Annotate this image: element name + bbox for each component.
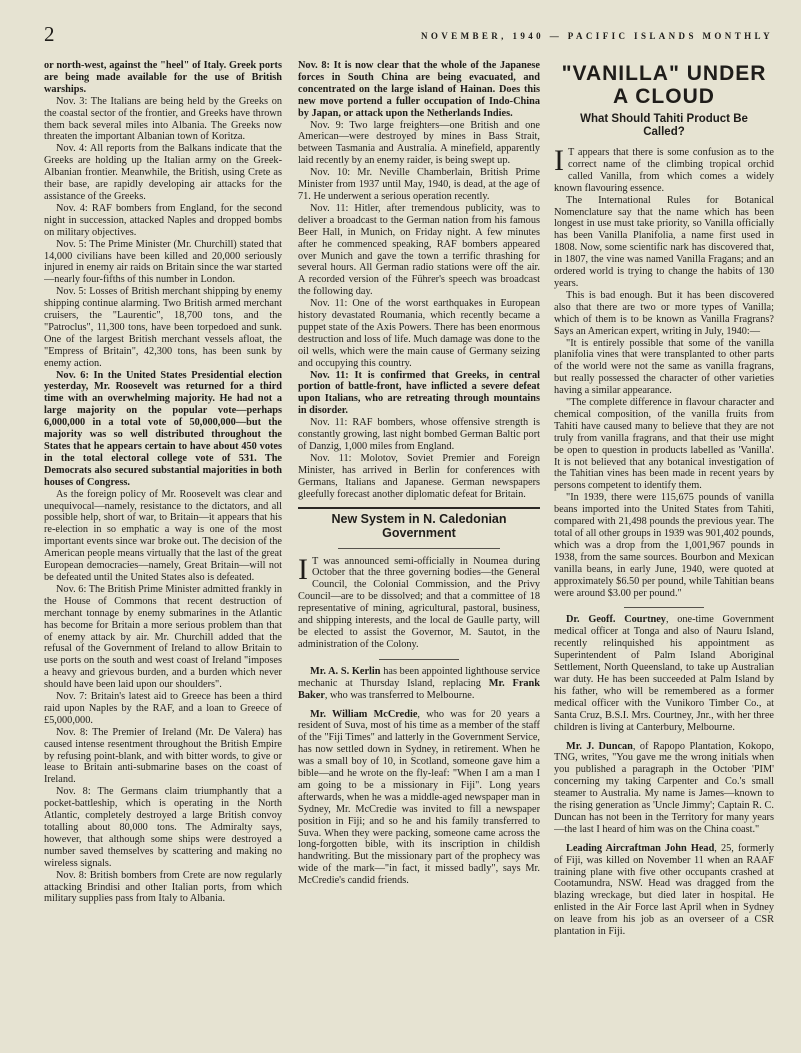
page-header [0,0,801,52]
paragraph: The International Rules for Botanical Nomenclature say that the name which has been longest in use must take priority, so Vanilla officially has been Vanilla Planifolia, a name first used in 1808. Now, some scientific nark has discovered that, in 1807, the vine was named Vanilla Fragans; and an ordered world is trying to change the habits of 130 years. [554,194,774,289]
page-number: 2 [44,22,55,46]
text: , who was transferred to Melbourne. [324,689,475,701]
drop-cap: I [554,144,564,177]
paragraph: Nov. 5: The Prime Minister (Mr. Churchill) stated that 14,000 civilians have been killed and 20,000 seriously injured in enemy air raids on Britain since the war started—nearly four-fifths of this number in London. [44,238,282,286]
paragraph [298,60,540,120]
bold-text: Nov. 8: It is now clear that the whole of the Japanese forces in South China are being evacuated, and concentrated on the large island of Hainan. Does this new move portend a fuller occupation of Indo-China by Japan, or attack upon the Netherlands Indies. [298,60,540,119]
paragraph: Nov. 11: One of the worst earthquakes in European history devastated Roumania, which recently became a puppet state of the Axis Powers. There has been enormous destruction and loss of life. Much damage was done to the oil wells, which were the main cause of Germany seizing and occupying this country. [298,298,540,369]
bold-text: Nov. 6: In the United States Presidential election yesterday, Mr. Roosevelt was returned for a third time with an overwhelming majority. He had not a large majority on the popular vote—perhaps 6,000,000 in a total vote of 50,000,000—but the majority was so well distributed throughout the States that he appears certain to have about 450 votes in the total electoral college vote of 531. The Democrats also secured substantial majorities in both houses of Congress. [44,369,282,488]
paragraph [298,709,540,888]
paragraph: Nov. 5: Losses of British merchant shipping by enemy shipping continue alarming. Two British armed merchant cruisers, the "Laurentic", 18,700 tons, and the "Patroclus", 11,300 tons, have been torpedoed and sunk. One of the largest British merchant vessels afloat, the "Empress of Britain", 42,300 tons, has been sunk by enemy action. [44,286,282,369]
divider [379,659,459,660]
paragraph [298,666,540,702]
running-head: NOVEMBER, 1940 — PACIFIC ISLANDS MONTHLY [420,31,773,41]
column-2 [298,60,540,1047]
article-subtitle: What Should Tahiti Product Be Called? [580,113,748,138]
paragraph [44,370,282,489]
paragraph: "In 1939, there were 115,675 pounds of vanilla beans imported into the United States from Tahiti, compared with 21,498 pounds the previous year. The total of all other groups in 1939 was 901,402 pounds, which was a drop from the 1,001,967 pounds in 1938, from the same sources. Bourbon and Mexican vanilla beans, in early June, 1940, were quoted at approximately $6.50 per pound, while Tahitian beans were around $3.00 per pound." [554,492,774,599]
divider [624,607,704,608]
paragraph: Nov. 4: All reports from the Balkans indicate that the Greeks are holding up the Italian army on the Greek-Albanian frontier. Meanwhile, the British, using Crete as their base, are rapidly developing air attacks for the assistance of the Greeks. [44,143,282,202]
person-name: Mr. J. Duncan [566,740,633,752]
bold-text: Nov. 11: It is confirmed that Greeks, in central portion of battle-front, have inflicted a severe defeat upon Italians, who are retreating through mountains in disorder. [298,369,540,417]
paragraph [554,843,774,938]
paragraph: This is bad enough. But it has been discovered also that there are two or more types of Vanilla; which of them is to be known as Vanilla Fragrans? Says an American expert, writing in July, 1940:— [554,289,774,337]
paragraph: Nov. 11: Molotov, Soviet Premier and Foreign Minister, has arrived in Berlin for conferences with Germans, Italians and Japanese. German newspapers gleefully forecast another diplomatic defeat for Britain. [298,452,540,500]
paragraph: Nov. 11: RAF bombers, whose offensive strength is constantly growing, last night bombed German Baltic port of Danzig, 1,000 miles from England. [298,417,540,452]
paragraph: Nov. 7: Britain's latest aid to Greece has been a third raid upon Naples by the RAF, and a loan to Greece of £5,000,000. [44,691,282,726]
article-text: T appears that there is some confusion as to the correct name of the climbing tropical orchid called Vanilla, from which comes a widely known flavouring essence. [554,147,774,194]
bold-text: or north-west, against the "heel" of Italy. Greek ports are being made available for the use of British warships. [44,60,282,95]
text: has been appointed lighthouse service mechanic at Thursday Island, replacing [298,665,540,689]
article-text: T was announced semi-officially in Noumea during October that the three governing bodies—the General Council, the Colonial Commission, and the Privy Council—are to be dissolved; and that a committee of 18 representative of mining, agricultural, pastoral, business, and shipping interests, and the local de Gaulle party, will be elected to assist the Governor, M. Sautot, in the administration of the Colony. [298,555,540,650]
person-name: Leading Aircraftman John Head [566,842,715,854]
paragraph: Nov. 3: The Italians are being held by the Greeks on the coastal sector of the frontier, and Greeks have thrown them back several miles into Albania. The Greeks now threaten the important Albanian town of Koritza. [44,95,282,143]
paragraph [554,741,774,836]
person-name: Mr. A. S. Kerlin [310,665,381,677]
section-title: New System in N. Caledonian Government [331,511,507,540]
text: , one-time Government medical officer at Tonga and also of Nauru Island, recently relinquished his appointment as Superintendent of Palm Island Aboriginal Settlement, North Queensland, to take up Australian war duty. He has been succeeded at Palm Island by his father, who will be remembered as a former medical officer with the Vunikoro Timber Co., at Santa Cruz, B.S.I. Mrs. Courtney, Jnr., with her three children is living at Canterbury, Melbourne. [554,614,774,733]
spacer [298,549,540,556]
person-name: Mr. Frank Baker [298,677,540,701]
article-paragraph [298,552,540,651]
paragraph: Nov. 9: Two large freighters—one British and one American—were destroyed by mines in Bass Strait, between Tasmania and Australia. A minefield, apparently laid recently by an enemy raider, is being swept up. [298,119,540,167]
paragraph: "It is entirely possible that some of the vanilla planifolia vines that were transplanted to other parts of the world were not the same as vanilla fragrans, but really possessed the character of other varieties having a similar appearance. [554,337,774,397]
paragraph: Nov. 10: Mr. Neville Chamberlain, British Prime Minister from 1937 until May, 1940, is dead, at the age of 71. He underwent a serious operation recently. [298,167,540,202]
spacer [298,702,540,709]
text: , of Rapopo Plantation, Kokopo, TNG, writes, "You gave me the wrong initials when you published a paragraph in the October 'PIM' concerning my taking Carpenter and Co.'s small steamer to Australia. My name is James—known to the rising generation as 'Uncle Jimmy'; Captain R. C. Duncan has not been in the Territory for many years—the last I heard of him was on the China coast." [554,740,774,835]
text: , 25, formerly of Fiji, was killed on November 11 when an RAAF training plane with five other occupants crashed at Cootamundra, NSW. Head was dragged from the blazing wreckage, but died later in hospital. He enlisted in the Air Force last April when in Sydney on leave from his job as an overseer of a CSR plantation in Fiji. [554,842,774,938]
column-1 [44,60,282,1047]
paragraph [298,370,540,418]
paragraph [44,60,282,96]
person-name: Dr. Geoff. Courtney [566,614,666,626]
paragraph: Nov. 11: Hitler, after tremendous publicity, was to deliver a broadcast to the German nation from his famous Beer Hall, in Munich, on Friday night. A few minutes after he commenced speaking, RAF bombers appeared over Munich and gave the town a terrific thrashing for several hours. All German radio stations were off the air. A recorded version of the Führer's speech was broadcast the following day. [298,202,540,298]
paragraph: Nov. 8: The Germans claim triumphantly that a pocket-battleship, which is operating in the North Atlantic, completely destroyed a large British convoy totalling about 80,000 tons. The Admiralty says, however, that although some ships were destroyed a number saved themselves by scattering and making no wireless signals. [44,786,282,869]
paragraph [554,614,774,733]
spacer [554,734,774,741]
drop-cap: I [298,552,308,586]
article-title: "VANILLA" UNDER A CLOUD [561,62,767,108]
text: , who was for 20 years a resident of Suva, most of his time as a member of the staff of the "Fiji Times" and latterly in the Government Service, has now settled down in Sydney, in retirement. When he was a small boy of 10, in Scotland, someone gave him a bible—and he wrote on the fly-leaf: "When I am a man I am going to be a missionary in Fiji". Long years afterwards, when he was a middle-aged newspaper man in Sydney, Mr. McCredie was invited to fill a newspaper position in Fiji; and so he and his family transferred to Suva. When they were packing, someone came across the long-forgotten bible, with its inscription in childish handwriting. But the missionary part of the prophecy was wide of the mark—"in fact, it missed badly", says Mr. McCredie's candid friends. [298,708,540,887]
person-name: Mr. William McCredie [310,708,418,720]
paragraph: Nov. 8: British bombers from Crete are now regularly attacking Brindisi and other Italian ports, from which military supplies pass from Italy to Albania. [44,869,282,905]
paragraph: Nov. 8: The Premier of Ireland (Mr. De Valera) has caused intense resentment throughout the British Empire by refusing point-blank, and with bitter words, to give or lease to Britain anti-submarine bases on the coast of Ireland. [44,726,282,786]
column-3 [554,60,774,1047]
spacer [554,836,774,843]
paragraph: Nov. 6: The British Prime Minister admitted frankly in the House of Commons that recent destruction of merchant tonnage by enemy submarines in the Atlantic has become for Britain a more serious problem than that of enemy attack by air. Mr. Churchill added that the refusal of the Government of Ireland to allow Britain to use ports on the south and west coast of Ireland "imposes a heavy and grievous burden, and a burden which never should have been laid upon our shoulders". [44,583,282,691]
article-paragraph [554,144,774,195]
paragraph: "The complete difference in flavour character and chemical composition, of the vanilla fruits from Tahiti have caused many to believe that they are not truly from vanilla fragrans, and that their use might be open to question in products labelled as 'Vanilla'. It is not believed that any botanical investigation of the Tahitian vines has been made in recent years by persons competent to identify them. [554,397,774,492]
paragraph: As the foreign policy of Mr. Roosevelt was clear and unequivocal—namely, resistance to the dictators, and all possible help, short of war, to Britain—it appears that his re-election in so emphatic a way is one of the most important events since war broke out. The decision of the American people means virtually that the last of the great European democracies—namely, Great Britain—will not be defeated until the United States also is defeated. [44,488,282,583]
paragraph: Nov. 4: RAF bombers from England, for the second night in succession, attacked Naples and dropped bombs on military objectives. [44,202,282,238]
